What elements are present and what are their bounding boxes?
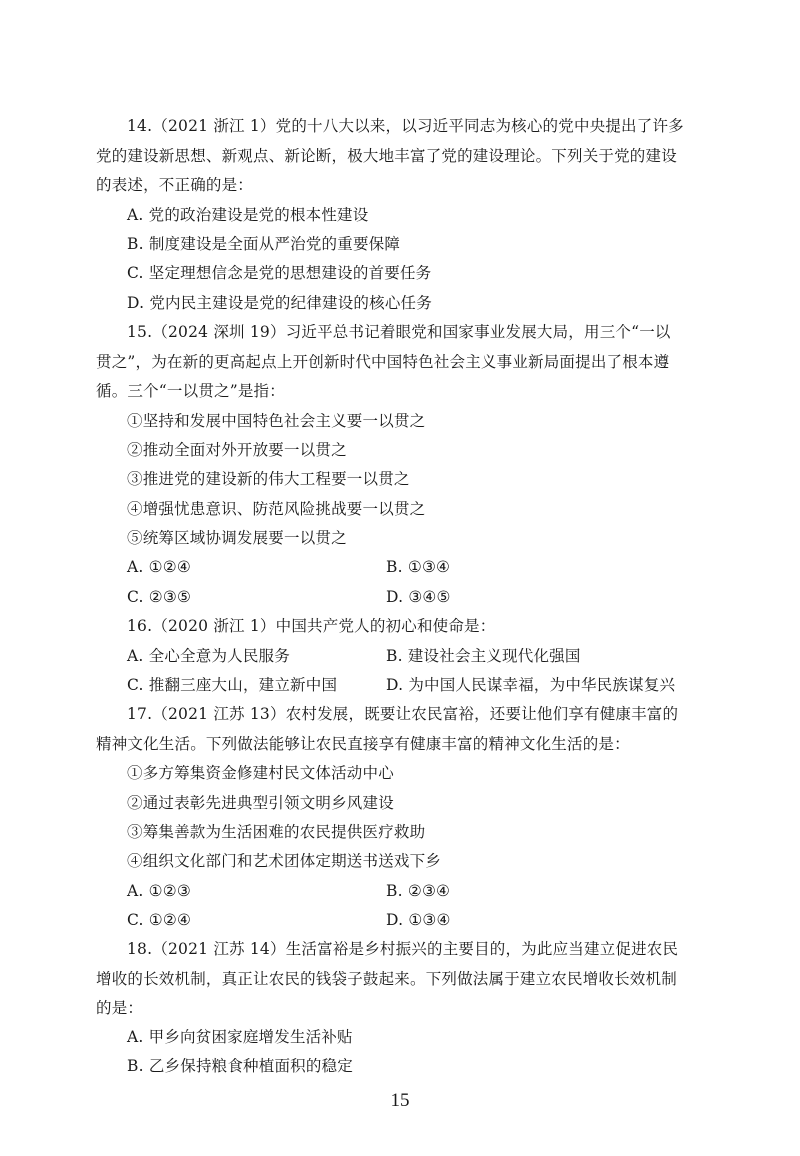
question-number: 17. bbox=[127, 705, 153, 723]
question-stem: 的表述，不正确的是： bbox=[96, 176, 254, 194]
option-d: D. ③④⑤ bbox=[386, 588, 451, 606]
option-d: D. 为中国人民谋幸福，为中华民族谋复兴 bbox=[386, 676, 676, 694]
statement-item: ④增强忧患意识、防范风险挑战要一以贯之 bbox=[127, 500, 426, 518]
question-stem: 中国共产党人的初心和使命是： bbox=[275, 617, 496, 635]
option-a: A. 全心全意为人民服务 bbox=[127, 647, 290, 665]
question-number: 15. bbox=[127, 323, 153, 341]
option-b: B. 建设社会主义现代化强国 bbox=[386, 647, 581, 665]
option-d: D. 党内民主建设是党的纪律建设的核心任务 bbox=[127, 294, 432, 312]
option-a: A. 党的政治建设是党的根本性建设 bbox=[127, 206, 369, 224]
option-a: A. 甲乡向贫困家庭增发生活补贴 bbox=[127, 1028, 353, 1046]
question-stem: 习近平总书记着眼党和国家事业发展大局，用三个“一以 bbox=[285, 323, 671, 341]
option-b: B. ①③④ bbox=[386, 558, 451, 576]
question-stem: 党的十八大以来，以习近平同志为核心的党中央提出了许多 bbox=[275, 117, 684, 135]
option-a: A. ①②④ bbox=[127, 558, 191, 576]
option-b: B. 乙乡保持粮食种植面积的稳定 bbox=[127, 1057, 353, 1075]
question-18-line-1 bbox=[127, 938, 678, 960]
question-16-line-1 bbox=[127, 615, 495, 637]
statement-item: ①坚持和发展中国特色社会主义要一以贯之 bbox=[127, 412, 426, 430]
question-stem: 的是： bbox=[96, 999, 144, 1017]
option-c: C. 推翻三座大山，建立新中国 bbox=[127, 676, 338, 694]
question-stem: 精神文化生活。下列做法能够让农民直接享有健康丰富的精神文化生活的是： bbox=[96, 735, 630, 753]
question-source: （2021 江苏 13） bbox=[152, 705, 286, 723]
question-15-line-1 bbox=[127, 321, 671, 343]
question-source: （2020 浙江 1） bbox=[152, 617, 276, 635]
question-stem: 生活富裕是乡村振兴的主要目的，为此应当建立促进农民 bbox=[285, 940, 679, 958]
question-14-line-1 bbox=[127, 115, 684, 137]
statement-item: ⑤统筹区域协调发展要一以贯之 bbox=[127, 529, 347, 547]
statement-item: ③推进党的建设新的伟大工程要一以贯之 bbox=[127, 470, 410, 488]
question-number: 14. bbox=[127, 117, 153, 135]
question-source: （2021 江苏 14） bbox=[152, 940, 286, 958]
question-number: 18. bbox=[127, 940, 153, 958]
statement-item: ③筹集善款为生活困难的农民提供医疗救助 bbox=[127, 823, 426, 841]
question-stem: 农村发展，既要让农民富裕，还要让他们享有健康丰富的 bbox=[285, 705, 679, 723]
option-b: B. ②③④ bbox=[386, 882, 451, 900]
option-c: C. ②③⑤ bbox=[127, 588, 192, 606]
question-stem: 贯之”，为在新的更高起点上开创新时代中国特色社会主义事业新局面提出了根本遵 bbox=[96, 353, 670, 371]
option-d: D. ①③④ bbox=[386, 911, 451, 929]
statement-item: ②通过表彰先进典型引领文明乡风建设 bbox=[127, 794, 394, 812]
statement-item: ④组织文化部门和艺术团体定期送书送戏下乡 bbox=[127, 852, 442, 870]
option-b: B. 制度建设是全面从严治党的重要保障 bbox=[127, 235, 401, 253]
statement-item: ①多方筹集资金修建村民文体活动中心 bbox=[127, 764, 394, 782]
question-stem: 循。三个“一以贯之”是指： bbox=[96, 382, 285, 400]
statement-item: ②推动全面对外开放要一以贯之 bbox=[127, 441, 347, 459]
question-source: （2021 浙江 1） bbox=[152, 117, 276, 135]
option-a: A. ①②③ bbox=[127, 882, 191, 900]
option-c: C. ①②④ bbox=[127, 911, 192, 929]
option-c: C. 坚定理想信念是党的思想建设的首要任务 bbox=[127, 264, 432, 282]
question-source: （2024 深圳 19） bbox=[152, 323, 286, 341]
page-number: 15 bbox=[390, 1090, 410, 1111]
question-number: 16. bbox=[127, 617, 153, 635]
question-stem: 党的建设新思想、新观点、新论断，极大地丰富了党的建设理论。下列关于党的建设 bbox=[96, 147, 677, 165]
question-17-line-1 bbox=[127, 703, 678, 725]
question-stem: 增收的长效机制，真正让农民的钱袋子鼓起来。下列做法属于建立农民增收长效机制 bbox=[96, 970, 677, 988]
